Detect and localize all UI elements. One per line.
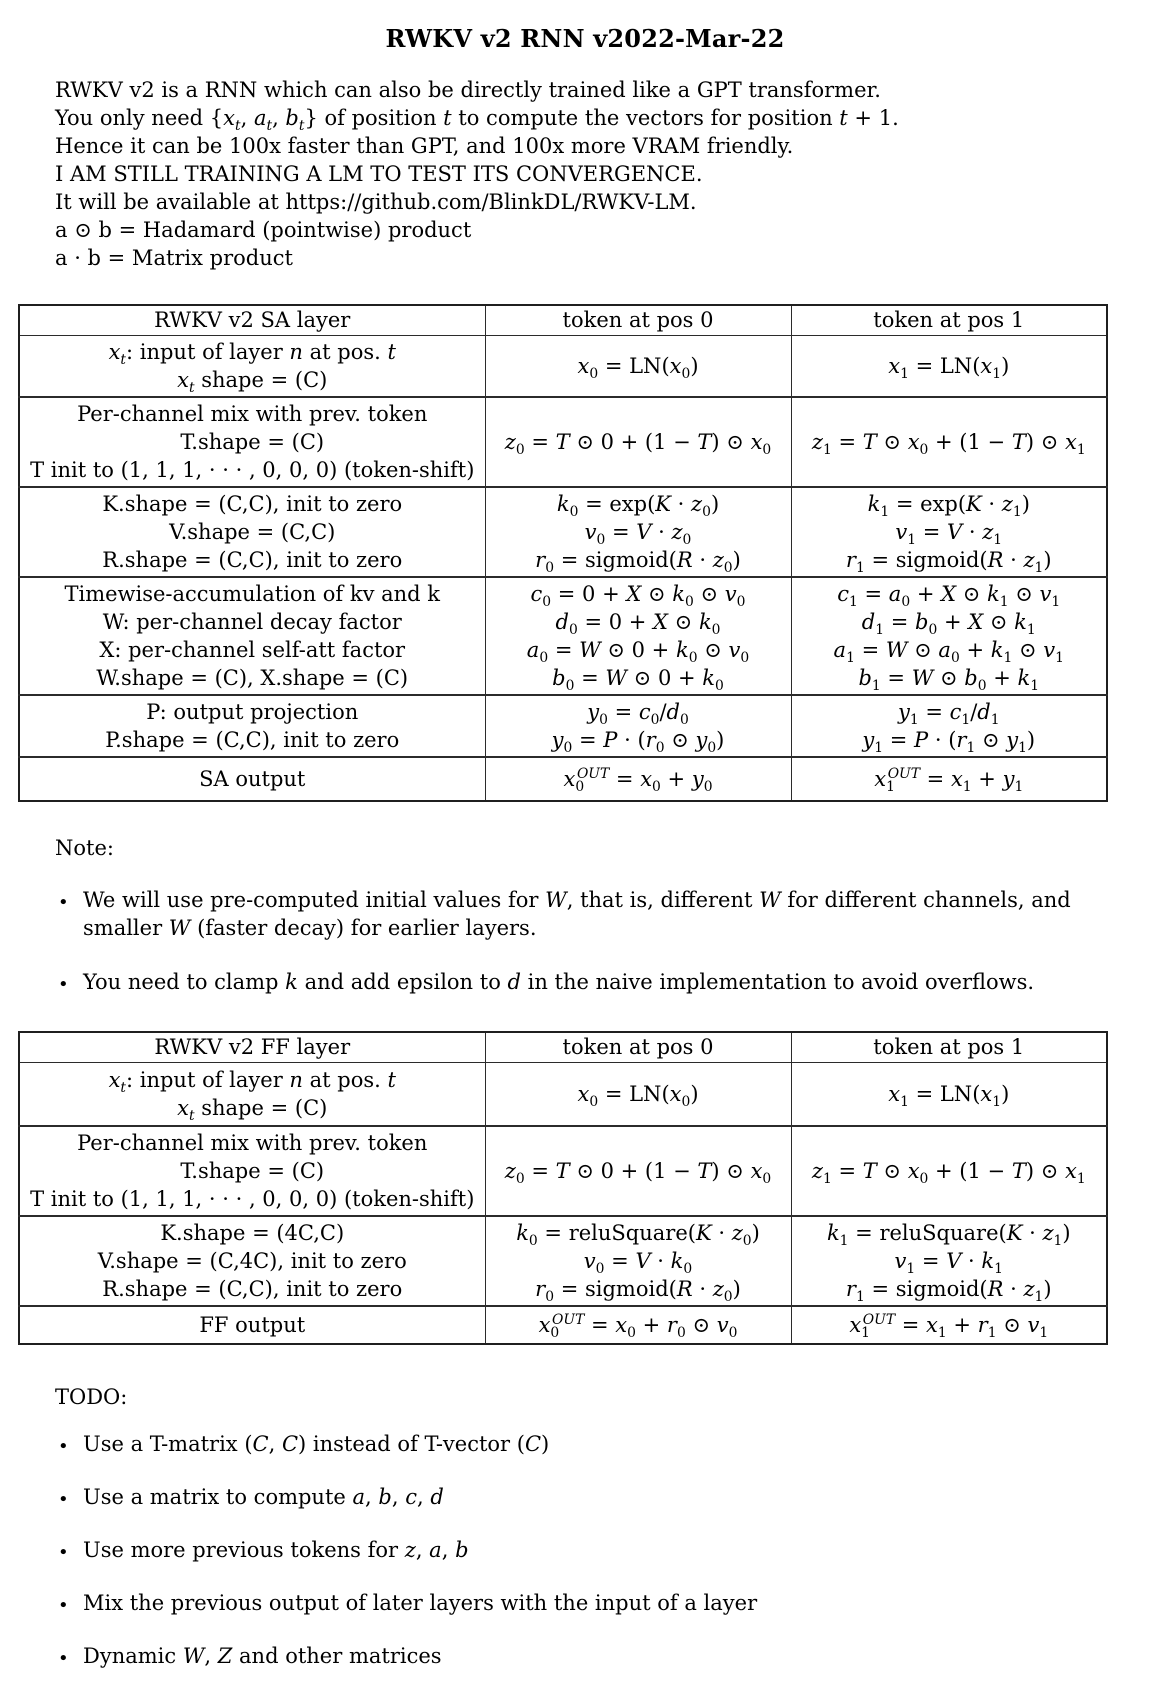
intro-line: Hence it can be 100x faster than GPT, and 100x more VRAM friendly. [55, 134, 794, 158]
ff-table-section [0, 1031, 1170, 1345]
table-row-sa-output [19, 757, 1107, 801]
ff-mix-pos0: $z_0 = T$ ⊙ 0 + (1 − T) ⊙ $x_0$ [485, 1126, 791, 1216]
todo-bullet-text: Use more previous tokens for z, a, b [83, 1538, 469, 1562]
todo-list [0, 1430, 1170, 1674]
sa-input-pos0: $x_0 = LN(x_0)$ [485, 335, 791, 397]
sa-layer-table [18, 304, 1108, 802]
list-item [58, 1589, 1130, 1621]
sa-header-pos1: token at pos 1 [791, 305, 1107, 335]
sa-output-pos1: $x_1^{OUT} = x_1 + y_1$ [791, 757, 1107, 801]
list-item [58, 1483, 1130, 1515]
list-item [58, 1536, 1130, 1568]
table-header-row [19, 305, 1107, 335]
github-url-text: It will be available at https://github.com/BlinkDL/RWKV-LM. [55, 190, 697, 214]
table-row-input [19, 335, 1107, 397]
ff-header-pos1: token at pos 1 [791, 1032, 1107, 1062]
bullet-icon [58, 1589, 83, 1621]
ff-input-pos1: $x_1 = LN(x_1)$ [791, 1062, 1107, 1126]
table-row-kvr [19, 487, 1107, 577]
note-bullet-text: You need to clamp k and add epsilon to d in the naive implementation to avoid overflows. [83, 970, 1035, 994]
sa-accum-pos0: $c_0 = 0 + X$ ⊙ $k_0$ ⊙ $v_0$ $d_0 = 0 + X$ ⊙ $k_0$ $a_0 = W$ ⊙ $0 + k_0$ ⊙ $v_0$ $b_0 = W$ ⊙ $0 + k_0$ [485, 577, 791, 695]
todo-bullet-text: Use a matrix to compute a, b, c, d [83, 1485, 444, 1509]
hadamard-definition: a ⊙ b = Hadamard (pointwise) product [55, 218, 472, 242]
intro-paragraph [55, 76, 1130, 272]
sa-mix-label: Per-channel mix with prev. token T.shape = (C) T init to (1, 1, 1, · · · , 0, 0, 0) (token-shift) [19, 397, 485, 487]
bullet-icon [58, 1642, 83, 1674]
sa-input-pos1: $x_1 = LN(x_1)$ [791, 335, 1107, 397]
list-item [58, 1642, 1130, 1674]
ff-header-pos0: token at pos 0 [485, 1032, 791, 1062]
sa-output-pos0: $x_0^{OUT} = x_0 + y_0$ [485, 757, 791, 801]
ff-mix-pos1: $z_1 = T$ ⊙ $x_0 + (1 - T)$ ⊙ $x_1$ [791, 1126, 1107, 1216]
sa-proj-label: P: output projection P.shape = (C,C), init to zero [19, 695, 485, 757]
matrix-product-definition: a · b = Matrix product [55, 246, 293, 270]
ff-output-label: FF output [19, 1306, 485, 1344]
intro-line: You only need {$x_t$, $a_t$, $b_t$} of position t to compute the vectors for position t + 1. [55, 106, 899, 135]
table-header-row [19, 1032, 1107, 1062]
sa-accum-label: Timewise-accumulation of kv and k W: per-channel decay factor X: per-channel self-att factor W.shape = (C), X.shape = (C) [19, 577, 485, 695]
table-row-token-mix [19, 1126, 1107, 1216]
bullet-icon [58, 1536, 83, 1568]
ff-kvr-pos0: $k_0$ = reluSquare(K · $z_0$) $v_0 = V \cdot k_0$ $r_0$ = sigmoid(R · $z_0$) [485, 1216, 791, 1306]
sa-mix-pos0: $z_0 = T$ ⊙ 0 + (1 − T) ⊙ $x_0$ [485, 397, 791, 487]
sa-kvr-label: K.shape = (C,C), init to zero V.shape = (C,C) R.shape = (C,C), init to zero [19, 487, 485, 577]
bullet-icon [58, 886, 83, 942]
list-item [58, 886, 1130, 942]
bullet-icon [58, 1430, 83, 1462]
ff-output-pos0: $x_0^{OUT} = x_0 + r_0$ ⊙ $v_0$ [485, 1306, 791, 1344]
sa-proj-pos1: $y_1 = c_1/d_1$ $y_1 = P \cdot (r_1$ ⊙ $y_1$) [791, 695, 1107, 757]
ff-kvr-label: K.shape = (4C,C) V.shape = (C,4C), init to zero R.shape = (C,C), init to zero [19, 1216, 485, 1306]
sa-kvr-pos0: $k_0 = \exp(K \cdot z_0)$ $v_0 = V \cdot z_0$ $r_0$ = sigmoid(R · $z_0$) [485, 487, 791, 577]
table-row-token-mix [19, 397, 1107, 487]
table-row-accumulation [19, 577, 1107, 695]
ff-layer-table [18, 1031, 1108, 1345]
sa-mix-pos1: $z_1 = T$ ⊙ $x_0 + (1 - T)$ ⊙ $x_1$ [791, 397, 1107, 487]
list-item [58, 968, 1130, 1000]
sa-header-layer: RWKV v2 SA layer [19, 305, 485, 335]
sa-kvr-pos1: $k_1 = \exp(K \cdot z_1)$ $v_1 = V \cdot z_1$ $r_1$ = sigmoid(R · $z_1$) [791, 487, 1107, 577]
note-heading: Note: [55, 836, 114, 860]
sa-output-label: SA output [19, 757, 485, 801]
sa-proj-pos0: $y_0 = c_0/d_0$ $y_0 = P \cdot (r_0$ ⊙ $y_0$) [485, 695, 791, 757]
sa-accum-pos1: $c_1 = a_0 + X$ ⊙ $k_1$ ⊙ $v_1$ $d_1 = b_0 + X$ ⊙ $k_1$ $a_1 = W$ ⊙ $a_0 + k_1$ ⊙ $v_1$ $b_1 = W$ ⊙ $b_0 + k_1$ [791, 577, 1107, 695]
table-row-projection [19, 695, 1107, 757]
note-list [0, 886, 1170, 1000]
intro-line: RWKV v2 is a RNN which can also be directly trained like a GPT transformer. [55, 78, 881, 102]
todo-bullet-text: Mix the previous output of later layers with the input of a layer [83, 1591, 758, 1615]
ff-header-layer: RWKV v2 FF layer [19, 1032, 485, 1062]
todo-bullet-text: Dynamic W, Z and other matrices [83, 1644, 442, 1668]
sa-header-pos0: token at pos 0 [485, 305, 791, 335]
ff-output-pos1: $x_1^{OUT} = x_1 + r_1$ ⊙ $v_1$ [791, 1306, 1107, 1344]
table-row-input [19, 1062, 1107, 1126]
ff-kvr-pos1: $k_1$ = reluSquare(K · $z_1$) $v_1 = V \cdot k_1$ $r_1$ = sigmoid(R · $z_1$) [791, 1216, 1107, 1306]
table-row-ff-output [19, 1306, 1107, 1344]
note-bullet-text: We will use pre-computed initial values for W, that is, different W for different channels, and smaller W (faster decay) for earlier layers. [83, 888, 1071, 940]
intro-line-caps: I AM STILL TRAINING A LM TO TEST ITS CONVERGENCE. [55, 162, 703, 186]
page-title: RWKV v2 RNN v2022-Mar-22 [385, 24, 785, 53]
ff-mix-label: Per-channel mix with prev. token T.shape = (C) T init to (1, 1, 1, · · · , 0, 0, 0) (token-shift) [19, 1126, 485, 1216]
ff-input-label: $x_t$: input of layer n at pos. t $x_t$ shape = (C) [108, 1067, 396, 1124]
sa-table-section [0, 304, 1170, 802]
todo-bullet-text: Use a T-matrix (C, C) instead of T-vector (C) [83, 1432, 550, 1456]
sa-input-label: $x_t$: input of layer n at pos. t $x_t$ shape = (C) [108, 339, 396, 396]
bullet-icon [58, 1483, 83, 1515]
table-row-kvr [19, 1216, 1107, 1306]
todo-heading: TODO: [55, 1385, 128, 1409]
list-item [58, 1430, 1130, 1462]
ff-input-pos0: $x_0 = LN(x_0)$ [485, 1062, 791, 1126]
document-page [0, 24, 1170, 1674]
bullet-icon [58, 968, 83, 1000]
